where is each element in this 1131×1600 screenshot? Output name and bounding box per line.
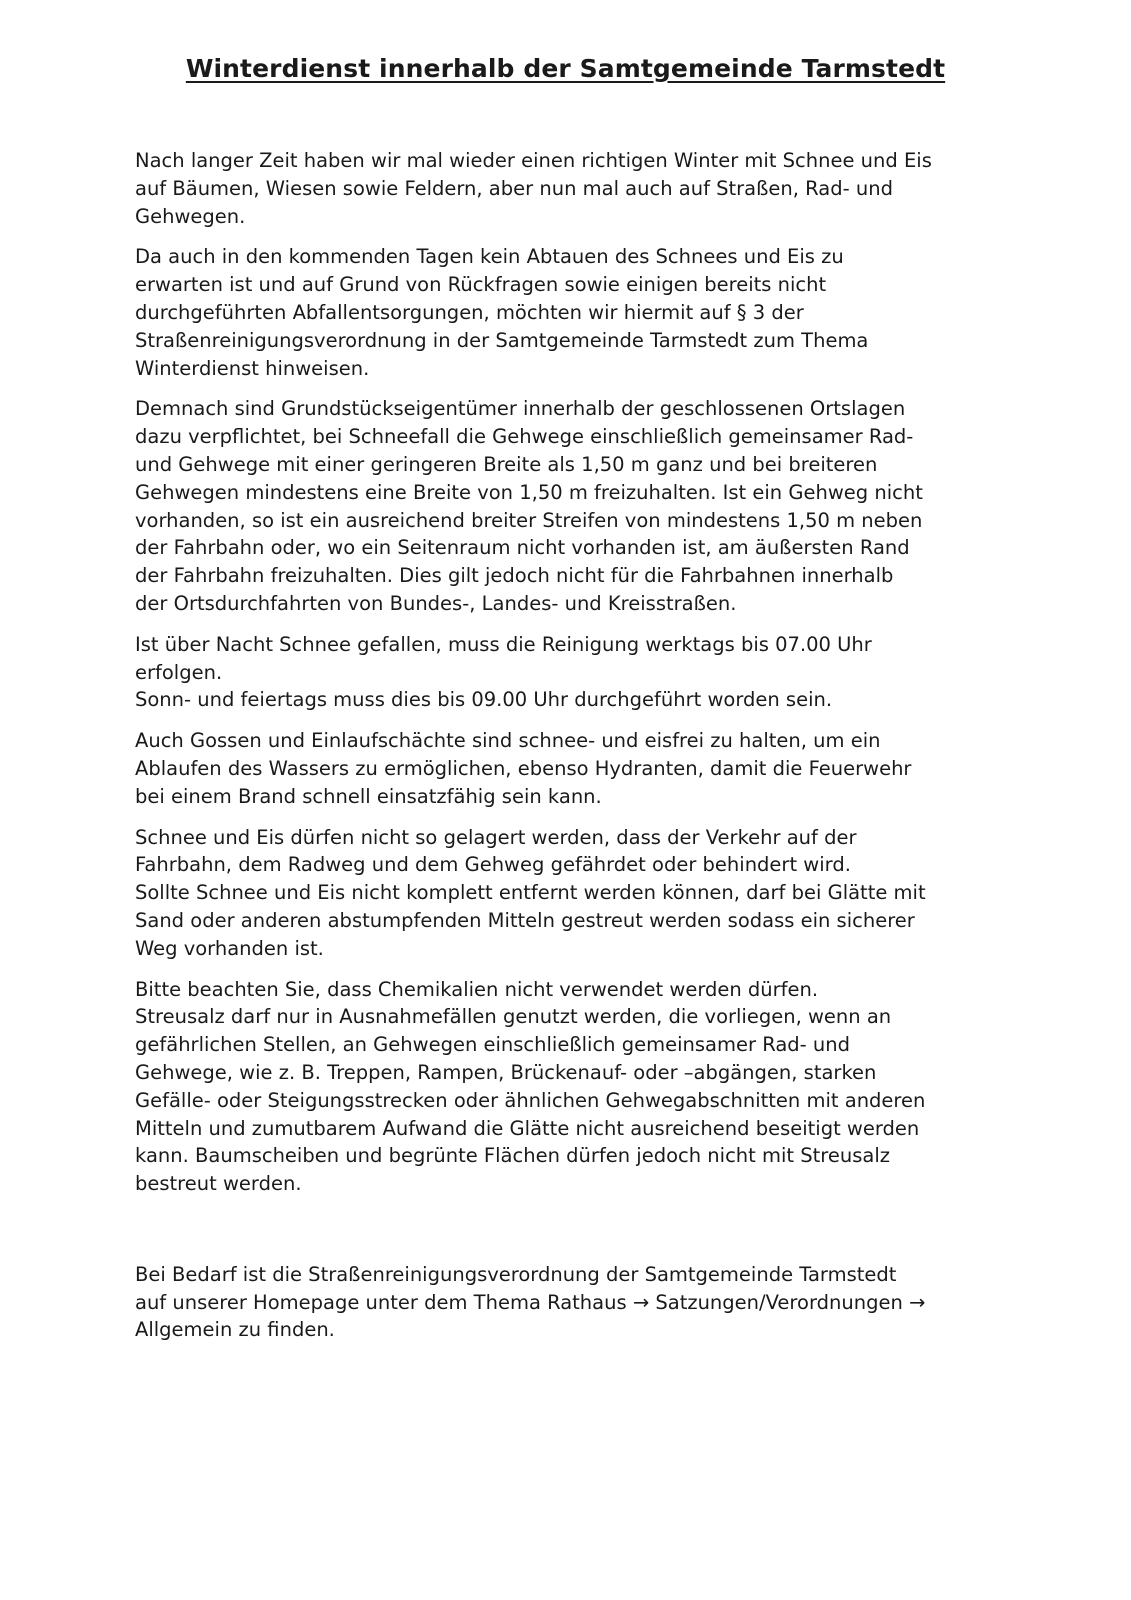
text-line: der Fahrbahn freizuhalten. Dies gilt jedoch nicht für die Fahrbahnen innerhalb <box>135 564 894 588</box>
text-line: auf unserer Homepage unter dem Thema Rathaus → Satzungen/Verordnungen → <box>135 1290 926 1314</box>
text-line: Sollte Schnee und Eis nicht komplett entfernt werden können, darf bei Glätte mit <box>135 881 926 905</box>
text-line: gefährlichen Stellen, an Gehwegen einschließlich gemeinsamer Rad- und <box>135 1033 850 1057</box>
document-title: Winterdienst innerhalb der Samtgemeinde Tarmstedt <box>185 54 946 83</box>
paragraph-salt <box>135 976 1015 1198</box>
text-line: Gehwege, wie z. B. Treppen, Rampen, Brückenauf- oder –abgängen, starken <box>135 1060 877 1084</box>
text-line: bestreut werden. <box>135 1172 302 1196</box>
text-line: Nach langer Zeit haben wir mal wieder einen richtigen Winter mit Schnee und Eis <box>135 149 932 172</box>
text-line: Weg vorhanden ist. <box>135 936 324 960</box>
paragraph-spacer <box>135 1211 1015 1261</box>
paragraph-intro <box>135 147 1015 230</box>
paragraph-storage <box>135 824 1015 963</box>
paragraph-obligations <box>135 395 1015 617</box>
text-line: bei einem Brand schnell einsatzfähig sein kann. <box>135 784 602 808</box>
text-line: vorhanden, so ist ein ausreichend breiter Streifen von mindestens 1,50 m neben <box>135 508 923 532</box>
text-line: erfolgen. <box>135 660 223 684</box>
text-line: Demnach sind Grundstückseigentümer innerhalb der geschlossenen Ortslagen <box>135 397 906 421</box>
text-line: der Ortsdurchfahrten von Bundes-, Landes- und Kreisstraßen. <box>135 591 737 615</box>
text-line: Sonn- und feiertags muss dies bis 09.00 Uhr durchgeführt worden sein. <box>135 688 833 712</box>
text-line: Schnee und Eis dürfen nicht so gelagert werden, dass der Verkehr auf der <box>135 825 857 849</box>
text-line: Streusalz darf nur in Ausnahmefällen genutzt werden, die vorliegen, wenn an <box>135 1005 892 1029</box>
text-line: erwarten ist und auf Grund von Rückfragen sowie einigen bereits nicht <box>135 273 827 297</box>
text-line: durchgeführten Abfallentsorgungen, möchten wir hiermit auf § 3 der <box>135 300 804 324</box>
text-line: Winterdienst hinweisen. <box>135 356 370 380</box>
paragraph-closing <box>135 1261 1015 1344</box>
paragraph-drains <box>135 727 1015 810</box>
paragraph-reason <box>135 243 1015 382</box>
text-line: Gehwegen. <box>135 204 246 228</box>
text-line: Bitte beachten Sie, dass Chemikalien nicht verwendet werden dürfen. <box>135 977 819 1001</box>
text-line: Mitteln und zumutbarem Aufwand die Glätte nicht ausreichend beseitigt werden <box>135 1116 920 1140</box>
text-line: Allgemein zu finden. <box>135 1318 335 1342</box>
text-line: dazu verpflichtet, bei Schneefall die Gehwege einschließlich gemeinsamer Rad- <box>135 425 914 449</box>
paragraph-times <box>135 631 1015 714</box>
text-line: Gefälle- oder Steigungsstrecken oder ähnlichen Gehwegabschnitten mit anderen <box>135 1088 926 1112</box>
text-line: Auch Gossen und Einlaufschächte sind schnee- und eisfrei zu halten, um ein <box>135 729 881 753</box>
text-line: und Gehwege mit einer geringeren Breite als 1,50 m ganz und bei breiteren <box>135 452 878 476</box>
text-line: Sand oder anderen abstumpfenden Mitteln gestreut werden sodass ein sicherer <box>135 908 915 932</box>
text-line: Da auch in den kommenden Tagen kein Abtauen des Schnees und Eis zu <box>135 245 844 269</box>
text-line: Bei Bedarf ist die Straßenreinigungsverordnung der Samtgemeinde Tarmstedt <box>135 1262 897 1286</box>
text-line: Gehwegen mindestens eine Breite von 1,50 m freizuhalten. Ist ein Gehweg nicht <box>135 480 923 504</box>
text-line: der Fahrbahn oder, wo ein Seitenraum nicht vorhanden ist, am äußersten Rand <box>135 536 910 560</box>
text-line: kann. Baumscheiben und begrünte Flächen dürfen jedoch nicht mit Streusalz <box>135 1144 890 1168</box>
text-line: auf Bäumen, Wiesen sowie Feldern, aber nun mal auch auf Straßen, Rad- und <box>135 176 893 200</box>
text-line: Ist über Nacht Schnee gefallen, muss die Reinigung werktags bis 07.00 Uhr <box>135 632 872 656</box>
document-body <box>135 147 1015 1357</box>
text-line: Straßenreinigungsverordnung in der Samtgemeinde Tarmstedt zum Thema <box>135 328 869 352</box>
text-line: Ablaufen des Wassers zu ermöglichen, ebenso Hydranten, damit die Feuerwehr <box>135 756 912 780</box>
text-line: Fahrbahn, dem Radweg und dem Gehweg gefährdet oder behindert wird. <box>135 853 851 877</box>
